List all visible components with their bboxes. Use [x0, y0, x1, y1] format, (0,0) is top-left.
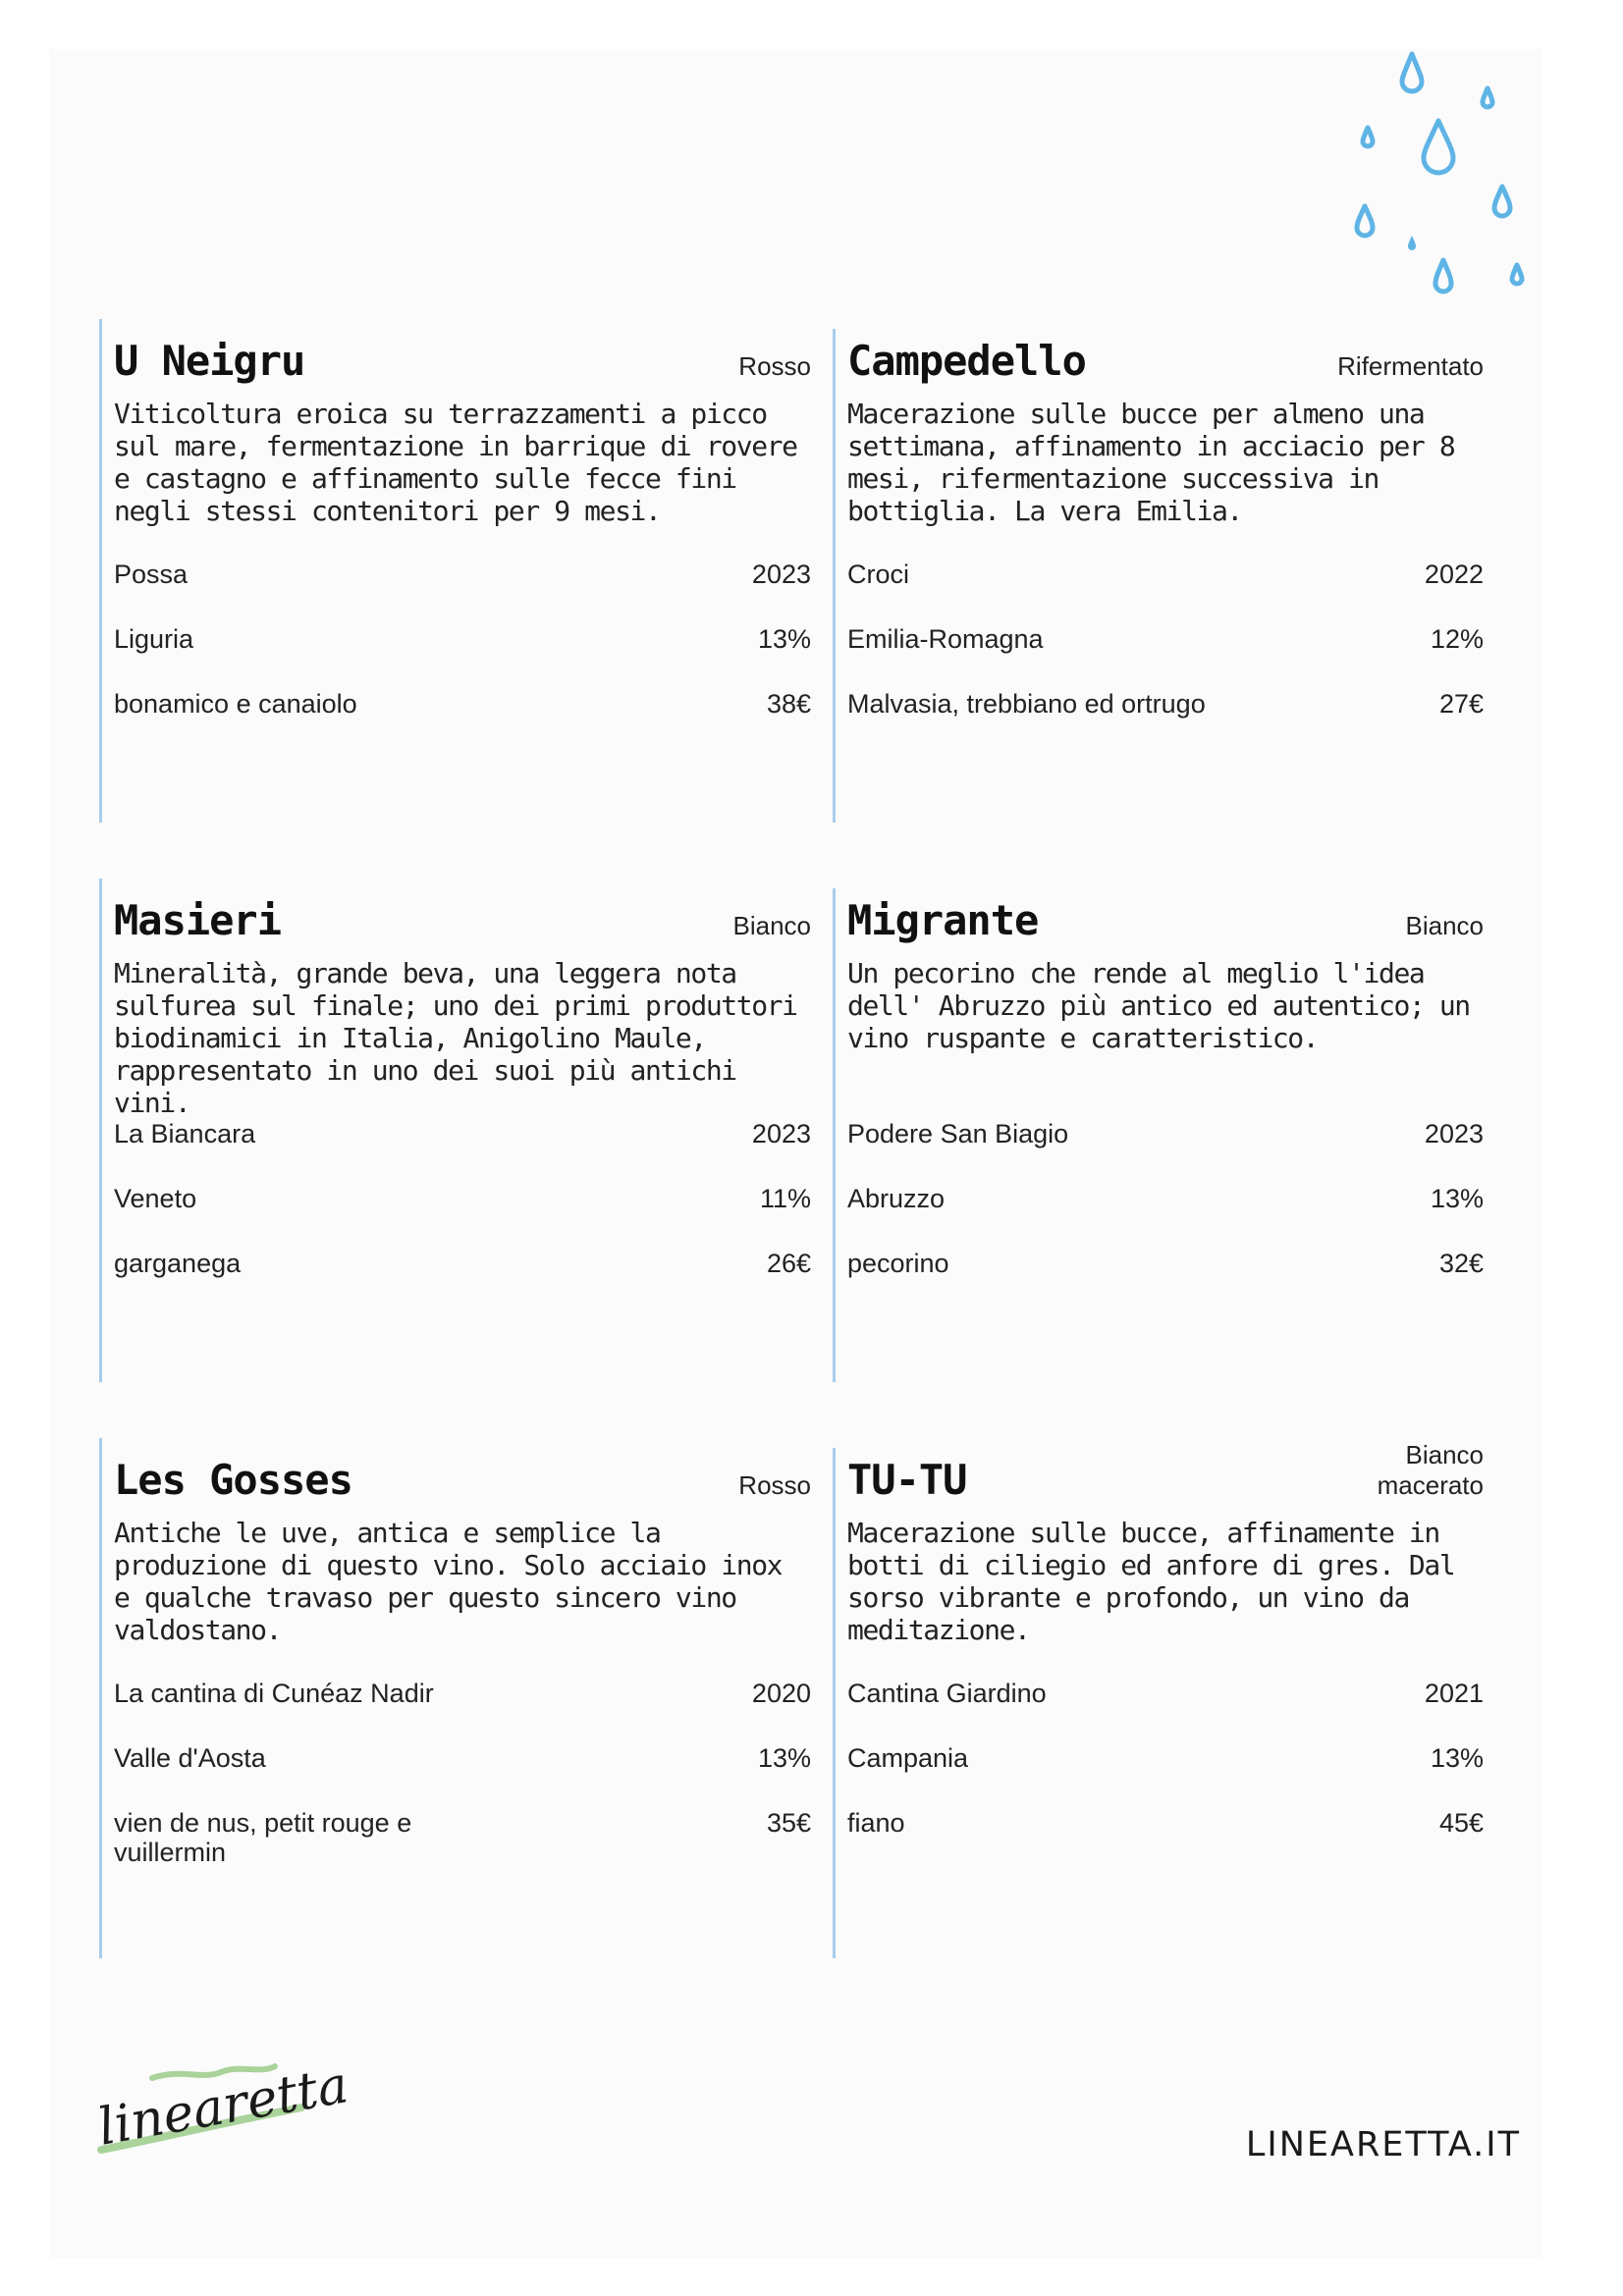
wine-description: Antiche le uve, antica e semplice la produzione di questo vino. Solo acciaio inox e qualche travaso per questo sincero vino valdostano.: [114, 1517, 783, 1646]
wine-vintage: 2023: [751, 1119, 811, 1148]
wine-card-migrante: [833, 888, 1484, 1382]
wine-region: Veneto: [114, 1184, 197, 1213]
wine-producer: Possa: [114, 560, 189, 589]
wine-header: [114, 879, 811, 944]
wine-abv: 13%: [757, 1743, 811, 1773]
wine-abv: 11%: [759, 1184, 811, 1213]
producer-row: [847, 560, 1484, 624]
wine-vintage: 2023: [1424, 1119, 1484, 1148]
wine-type: Bianco macerato: [1377, 1440, 1484, 1500]
wine-card-campedello: [833, 329, 1484, 823]
wine-region: Campania: [847, 1743, 969, 1773]
wine-type: Bianco: [732, 911, 811, 940]
wine-grapes: bonamico e canaiolo: [114, 689, 357, 719]
wine-vintage: 2022: [1424, 560, 1484, 589]
website-link[interactable]: LINEARETTA.IT: [1245, 2125, 1521, 2164]
wine-grapes: garganega: [114, 1249, 242, 1278]
wine-card-les-gosses: [99, 1438, 811, 1958]
wine-name: TU-TU: [847, 1456, 967, 1504]
region-row: [847, 624, 1484, 689]
producer-row: [847, 1679, 1484, 1743]
wine-name: Campedello: [847, 337, 1086, 385]
wine-producer: Croci: [847, 560, 910, 589]
svg-text:linearetta: linearetta: [93, 2056, 352, 2158]
region-row: [114, 1184, 811, 1249]
wine-region: Liguria: [114, 624, 194, 654]
wine-price: 26€: [766, 1249, 811, 1278]
wine-grapes: Malvasia, trebbiano ed ortrugo: [847, 689, 1206, 719]
wine-abv: 13%: [757, 624, 811, 654]
grapes-row: [847, 1249, 1484, 1313]
wine-price: 38€: [766, 689, 811, 719]
wine-description: Macerazione sulle bucce per almeno una settimana, affinamento in acciacio per 8 mesi, rifermentazione successiva in bottiglia. La vera Emilia.: [847, 398, 1455, 527]
wine-region: Abruzzo: [847, 1184, 946, 1213]
region-row: [847, 1743, 1484, 1808]
wine-type: Rosso: [738, 351, 811, 381]
region-row: [114, 624, 811, 689]
wine-header: [114, 319, 811, 385]
wine-name: U Neigru: [114, 337, 305, 385]
wine-price: 45€: [1438, 1808, 1484, 1838]
wine-description: Mineralità, grande beva, una leggera nota sulfurea sul finale; uno dei primi produttori biodinamici in Italia, Anigolino Maule, rappresentato in uno dei suoi più antichi vini.: [114, 957, 797, 1119]
wine-producer: La cantina di Cunéaz Nadir: [114, 1679, 434, 1708]
wine-name: Masieri: [114, 896, 282, 944]
region-row: [847, 1184, 1484, 1249]
wine-price: 35€: [766, 1808, 811, 1838]
wine-description: Un pecorino che rende al meglio l'idea dell' Abruzzo più antico ed autentico; un vino ruspante e caratteristico.: [847, 957, 1470, 1054]
water-drops-icon: [1335, 44, 1532, 314]
wine-description: Viticoltura eroica su terrazzamenti a picco sul mare, fermentazione in barrique di rovere e castagno e affinamento sulle fecce fini negli stessi contenitori per 9 mesi.: [114, 398, 797, 527]
wine-abv: 13%: [1430, 1184, 1484, 1213]
wine-producer: Cantina Giardino: [847, 1679, 1047, 1708]
region-row: [114, 1743, 811, 1808]
wine-producer: La Biancara: [114, 1119, 256, 1148]
wine-grapes: fiano: [847, 1808, 905, 1838]
wine-producer: Podere San Biagio: [847, 1119, 1069, 1148]
grapes-row: [847, 689, 1484, 754]
producer-row: [114, 560, 811, 624]
wine-header: [847, 329, 1484, 385]
wine-price: 27€: [1438, 689, 1484, 719]
wine-description: Macerazione sulle bucce, affinamente in botti di ciliegio ed anfore di gres. Dal sorso vibrante e profondo, un vino da meditazione.: [847, 1517, 1455, 1646]
wine-card-u-neigru: [99, 319, 811, 823]
wine-header: [847, 1440, 1484, 1504]
grapes-row: [847, 1808, 1484, 1873]
grapes-row: [114, 1808, 811, 1873]
wine-type: Rosso: [738, 1470, 811, 1500]
wine-vintage: 2020: [751, 1679, 811, 1708]
wine-abv: 13%: [1430, 1743, 1484, 1773]
wine-grapes: pecorino: [847, 1249, 949, 1278]
wine-region: Emilia-Romagna: [847, 624, 1044, 654]
wine-price: 32€: [1438, 1249, 1484, 1278]
wine-header: [114, 1438, 811, 1504]
producer-row: [114, 1119, 811, 1184]
grapes-row: [114, 1249, 811, 1313]
wine-name: Les Gosses: [114, 1456, 352, 1504]
wine-grapes: vien de nus, petit rouge e vuillermin: [114, 1808, 412, 1867]
producer-row: [847, 1119, 1484, 1184]
wine-card-tu-tu: [833, 1440, 1484, 1958]
wine-vintage: 2023: [751, 560, 811, 589]
grapes-row: [114, 689, 811, 754]
wine-type: Rifermentato: [1337, 351, 1484, 381]
wine-card-masieri: [99, 879, 811, 1382]
wine-region: Valle d'Aosta: [114, 1743, 266, 1773]
wine-header: [847, 888, 1484, 944]
wine-abv: 12%: [1430, 624, 1484, 654]
linearetta-logo: [93, 2047, 352, 2164]
wine-name: Migrante: [847, 896, 1039, 944]
wine-type: Bianco: [1405, 911, 1484, 940]
wine-vintage: 2021: [1424, 1679, 1484, 1708]
producer-row: [114, 1679, 811, 1743]
